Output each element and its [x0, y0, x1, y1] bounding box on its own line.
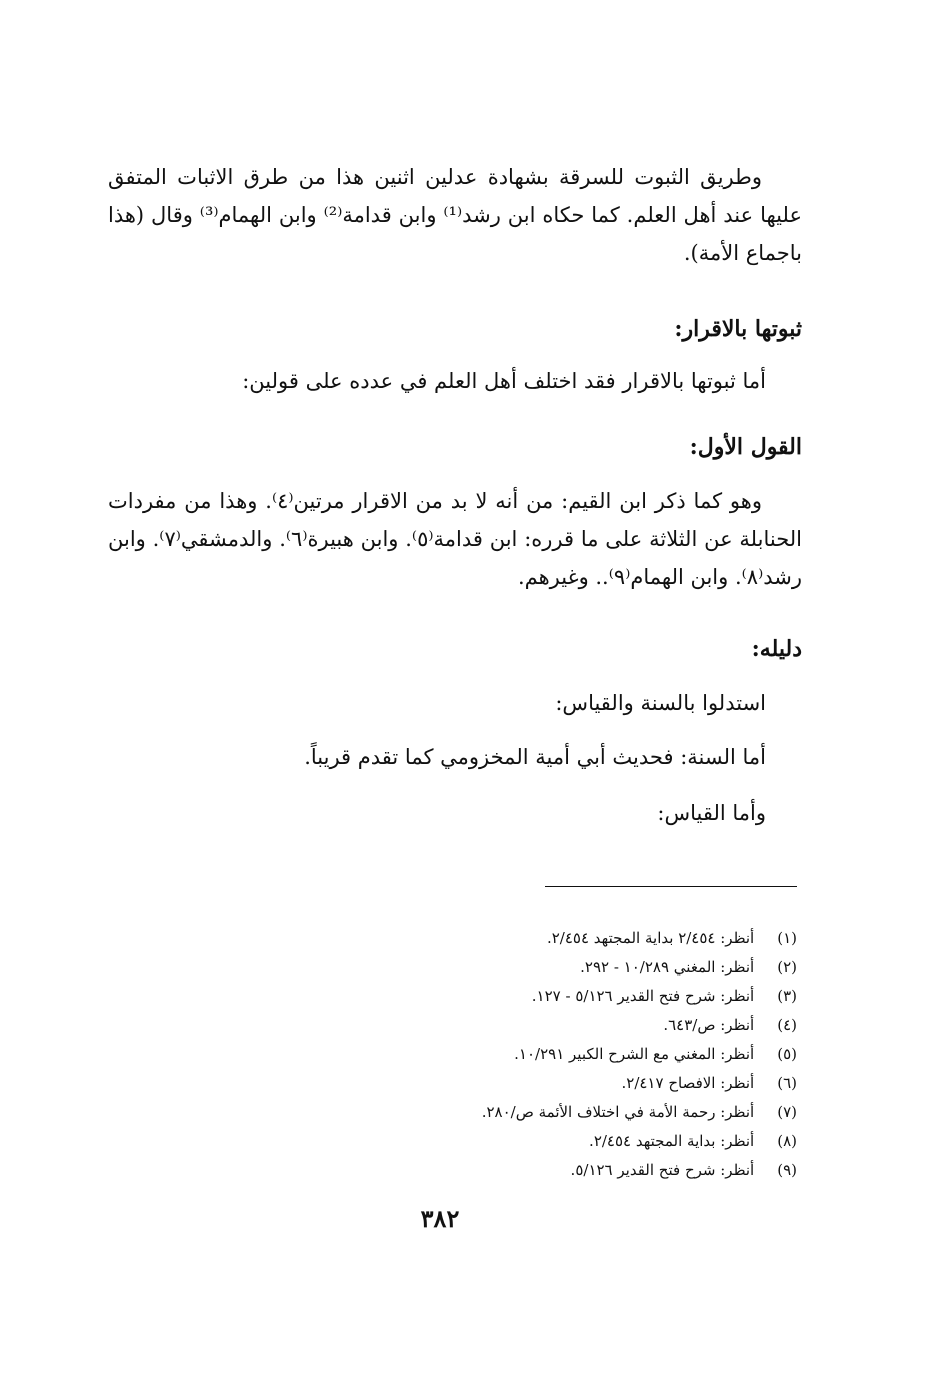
- footnote-item: [300, 1098, 797, 1127]
- footnote-number: (٥): [777, 1045, 797, 1063]
- paragraph-first-opinion: وهو كما ذكر ابن القيم: من أنه لا بد من الاقرار مرتين⁽٤⁾. وهذا من مفردات الحنابلة عن الثلاثة على ما قرره: ابن قدامة⁽٥⁾. وابن هبيرة⁽٦⁾. والدمشقي⁽٧⁾. وابن رشد⁽٨⁾. وابن الهمام⁽٩⁾.. وغيرهم.: [108, 489, 802, 589]
- footnote-item: [300, 953, 797, 982]
- footnote-number: (٧): [777, 1103, 797, 1121]
- footnote-text: أنظر: ٢/٤٥٤ بداية المجتهد ٢/٤٥٤.: [546, 929, 755, 947]
- heading-evidence: دليله:: [751, 636, 802, 662]
- footnote-text: أنظر: شرح فتح القدير ٥/١٢٦.: [570, 1161, 755, 1179]
- footnote-number: (١): [777, 929, 797, 947]
- footnote-item: [300, 1040, 797, 1069]
- footnote-text: أنظر: بداية المجتهد ٢/٤٥٤.: [589, 1132, 755, 1150]
- footnote-item: [300, 982, 797, 1011]
- footnote-text: أنظر: المغني ١٠/٢٨٩ - ٢٩٢.: [580, 958, 755, 976]
- heading-proof-by-confession: ثبوتها بالاقرار:: [674, 316, 802, 342]
- paragraph-sunnah: أما السنة: فحديث أبي أمية المخزومي كما تقدم قريباً.: [304, 745, 766, 769]
- footnote-item: [300, 1069, 797, 1098]
- footnote-number: (٦): [777, 1074, 797, 1092]
- footnote-number: (٩): [777, 1161, 797, 1179]
- footnote-item: [300, 1156, 797, 1185]
- paragraph-proof-by-testimony: وطريق الثبوت للسرقة بشهادة عدلين اثنين هذا من طرق الاثبات المتفق عليها عند أهل العلم. كما حكاه ابن رشد⁽¹⁾ وابن قدامة⁽²⁾ وابن الهمام⁽³⁾ وقال (هذا باجماع الأمة).: [108, 165, 802, 265]
- paragraph-analogy: وأما القياس:: [657, 801, 766, 825]
- footnote-text: أنظر: الافصاح ٢/٤١٧.: [621, 1074, 755, 1092]
- footnote-text: أنظر: شرح فتح القدير ٥/١٢٦ - ١٢٧.: [531, 987, 755, 1005]
- footnote-number: (٨): [777, 1132, 797, 1150]
- footnote-item: [300, 1011, 797, 1040]
- paragraph-confession-intro: أما ثبوتها بالاقرار فقد اختلف أهل العلم في عدده على قولين:: [242, 369, 766, 393]
- footnote-text: أنظر: المغني مع الشرح الكبير ١٠/٢٩١.: [514, 1045, 755, 1063]
- heading-first-opinion: القول الأول:: [689, 434, 802, 460]
- footnote-text: أنظر: ص/٦٤٣.: [663, 1016, 755, 1034]
- footnote-item: [300, 1127, 797, 1156]
- footnote-number: (٣): [777, 987, 797, 1005]
- paragraph-evidence-sources: استدلوا بالسنة والقياس:: [555, 691, 766, 715]
- footnote-number: (٢): [777, 958, 797, 976]
- footnote-separator: [545, 886, 797, 887]
- page-number: ٣٨٢: [420, 1204, 460, 1233]
- footnotes-list: [300, 924, 797, 1185]
- footnote-text: أنظر: رحمة الأمة في اختلاف الأئمة ص/٢٨٠.: [481, 1103, 755, 1121]
- footnote-number: (٤): [777, 1016, 797, 1034]
- footnote-item: [300, 924, 797, 953]
